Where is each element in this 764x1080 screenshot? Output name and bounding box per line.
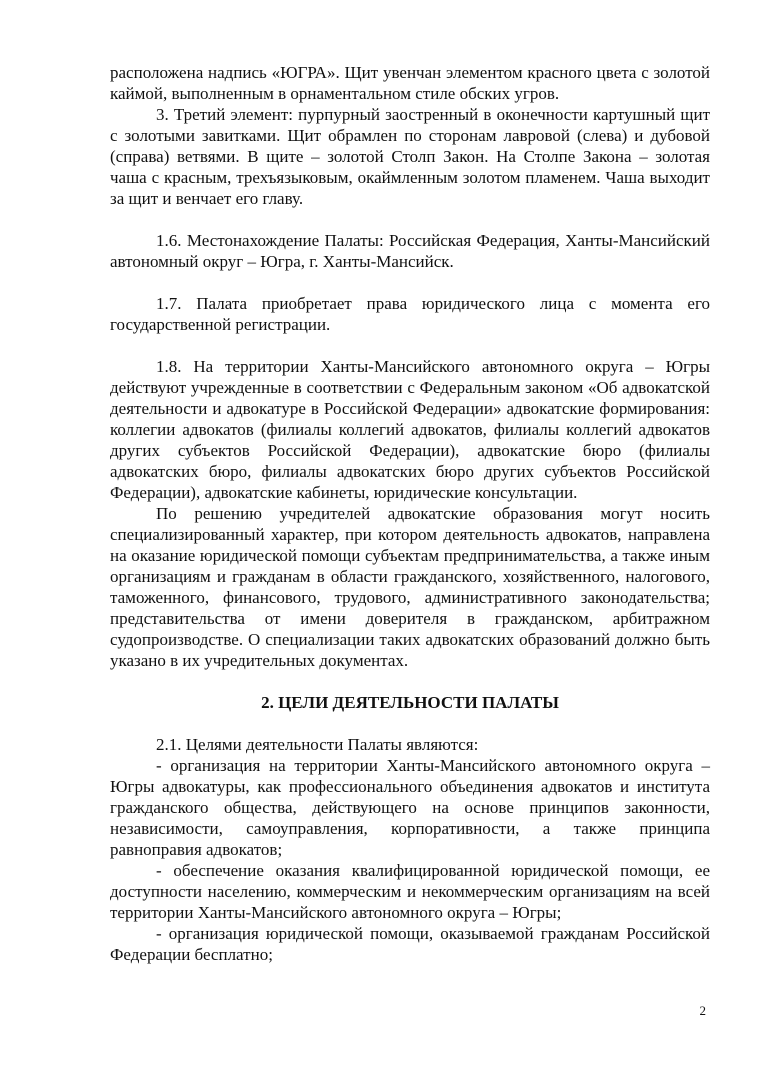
list-item-free-help: - организация юридической помощи, оказываемой гражданам Российской Федерации бесплатно; bbox=[110, 924, 710, 964]
paragraph-2-1: 2.1. Целями деятельности Палаты являются: bbox=[156, 735, 479, 754]
paragraph-1-6: 1.6. Местонахождение Палаты: Российская Федерация, Ханты-Мансийский автономный округ – Югра, г. Ханты-Мансийск. bbox=[110, 231, 710, 271]
list-item-qualified-help: - обеспечение оказания квалифицированной юридической помощи, ее доступности населению, коммерческим и некоммерческим организациям на всей территории Ханты-Мансийского автономного округа – Югры; bbox=[110, 861, 710, 922]
paragraph-specialization: По решению учредителей адвокатские образования могут носить специализированный характер, при котором деятельность адвокатов, направлена на оказание юридической помощи субъектам предпринимательства, а также иным организациям и гражданам в области гражданского, хозяйственного, налогового, таможенного, финансового, трудового, административного законодательства; представительства от имени доверителя в гражданском, арбитражном судопроизводстве. О специализации таких адвокатских образований должно быть указано в их учредительных документах. bbox=[110, 504, 710, 670]
document-page bbox=[110, 62, 710, 965]
list-item-organization: - организация на территории Ханты-Мансийского автономного округа – Югры адвокатуры, как профессионального объединения адвокатов и института гражданского общества, действующего на основе принципов законности, независимости, самоуправления, корпоративности, а также принципа равноправия адвокатов; bbox=[110, 756, 710, 859]
paragraph-emblem-continuation: расположена надпись «ЮГРА». Щит увенчан элементом красного цвета с золотой каймой, выполненным в орнаментальном стиле обских угров. bbox=[110, 63, 710, 103]
section-heading: 2. ЦЕЛИ ДЕЯТЕЛЬНОСТИ ПАЛАТЫ bbox=[261, 693, 559, 712]
paragraph-third-element: 3. Третий элемент: пурпурный заостренный в оконечности картушный щит с золотыми завитками. Щит обрамлен по сторонам лавровой (слева) и дубовой (справа) ветвями. В щите – золотой Столп Закон. На Столпе Закона – золотая чаша с красным, трехъязыковым, окаймленным золотом пламенем. Чаша выходит за щит и венчает его главу. bbox=[110, 105, 710, 208]
paragraph-1-7: 1.7. Палата приобретает права юридического лица с момента его государственной регистрации. bbox=[110, 294, 710, 334]
paragraph-1-8: 1.8. На территории Ханты-Мансийского автономного округа – Югры действуют учрежденные в соответствии с Федеральным законом «Об адвокатской деятельности и адвокатуре в Российской Федерации» адвокатские формирования: коллегии адвокатов (филиалы коллегий адвокатов, филиалы коллегий адвокатов других субъектов Российской Федерации), адвокатские бюро (филиалы адвокатских бюро, филиалы адвокатских бюро других субъектов Российской Федерации), адвокатские кабинеты, юридические консультации. bbox=[110, 357, 710, 502]
page-number: 2 bbox=[699, 1003, 706, 1018]
